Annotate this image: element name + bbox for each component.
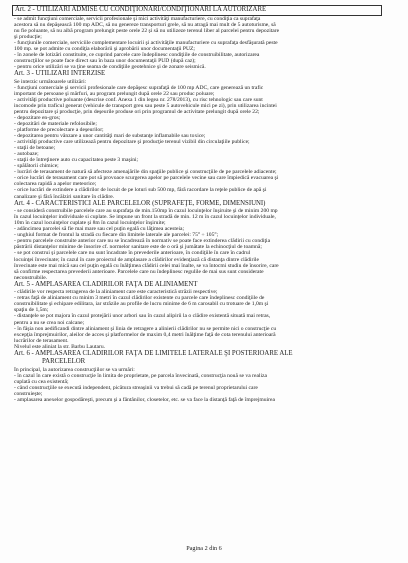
text-line: - depozitare en-gros; bbox=[14, 114, 61, 121]
text-line: păstrării distanţelor minime de însorire cf. normelor sanitare este de o oră şi jumătate la echinocţiul de toamnă; bbox=[14, 244, 262, 251]
text-line: construcţiilor se poate face direct sau în baza unor documentaţii PUD (după caz); bbox=[14, 57, 196, 64]
text-line: lucrărilor de terasament. bbox=[14, 337, 69, 344]
text-line: - în zonele de lotizări constituite, ce cuprind parcele care îndeplinesc condiţiile de construibilitate, autorizarea bbox=[14, 51, 260, 58]
text-line: - spălătorii chimice; bbox=[14, 163, 59, 170]
text-line: - adâncimea parcelei să fie mai mare sau cel puţin egală cu lăţimea acesteia; bbox=[14, 226, 185, 233]
document-body bbox=[14, 5, 396, 403]
text-line: Nivelul este aliniat la str. Barbu Lautaru. bbox=[14, 343, 106, 350]
section-heading: Art. 3 - UTILIZĂRI INTERZISE bbox=[14, 70, 106, 78]
text-line: - platforme de precolectare a deşeurilor; bbox=[14, 126, 104, 133]
text-line: - funcţiunile comerciale, serviciile complementare locuirii şi activităţile manufacturiere cu suprafaţa desfăşurată peste bbox=[14, 39, 278, 46]
section-heading: Art. 2 - UTILIZĂRI ADMISE CU CONDIŢIONĂRI/CONDIŢIONĂRI LA AUTORIZARE bbox=[12, 5, 382, 16]
text-line: - se admit funcţiuni comerciale, servicii profesionale şi mici activităţi manufacturiere, cu condiţia ca suprafaţa bbox=[14, 15, 261, 22]
text-line: cuplată cu cea existentă; bbox=[14, 379, 69, 386]
text-line: - pentru parcelele construite anterior care nu se încadrează în normativ se poate face extinderea clădirii cu condiţia bbox=[14, 238, 271, 245]
text-line: - lucrări de terasament de natură să afecteze amenajările din spaţiile publice şi construcţiile de pe parcelele adiacente; bbox=[14, 169, 277, 176]
text-line: - funcţiuni comerciale şi servicii profesionale care depăşesc suprafaţă de 100 mp ADC, care generează un trafic bbox=[14, 84, 264, 91]
text-line: acestora să nu depăşească 100 mp ADC, să nu genereze transporturi grele, să nu atragă mai mult de 5 autoturisme, să bbox=[14, 21, 276, 28]
text-line: excepţia împrejmuirilor, aleilor de acces şi platformelor de maxim 0,4 metri înălţime faţă de cota terenului anterioară bbox=[14, 331, 276, 338]
text-line: - în fâşia non aedificandi dintre aliniament şi linia de retragere a alinierii clădirilor nu se permite nici o construcţie cu bbox=[14, 325, 277, 332]
text-line: pentru a nu se crea noi calcane; bbox=[14, 319, 85, 326]
text-line: pentru depozitare şi producţie, prin deşeurile produse ori prin programul de activitate prelungit după orele 22; bbox=[14, 108, 260, 115]
text-line: - se pot construi şi parcelele care nu sunt încadrate în prevederile anterioare, în condiţiile în care în cadrul bbox=[14, 250, 251, 257]
text-line: - orice lucrări de terasament care pot să provoace scurgerea apelor pe parcelele vecine sau care împiedică evacuarea şi bbox=[14, 175, 279, 182]
text-line: important de persoane şi mărfuri, au program prelungit după orele 22 sau produc poluare; bbox=[14, 90, 215, 97]
text-line: construieşte; bbox=[14, 391, 43, 398]
text-line: 100 mp. se pot admite cu condiţia elaborării şi aprobării unor documentaţii PUZ; bbox=[14, 45, 195, 52]
text-line: - autobaze; bbox=[14, 151, 39, 158]
text-line: Se interzic următoarele utilizări: bbox=[14, 78, 87, 85]
text-line: - în cazul în care există o construcţie în limita de proprietate, pe parcela învecinată, construcţia nouă se va realiza bbox=[14, 373, 267, 379]
page-number: Pagina 2 din 6 bbox=[186, 545, 222, 552]
text-line: construibilitate şi echipare edilitara, iar străzile au profile de lucru minime de 6 m carosabil cu trotuare de 1,0m şi bbox=[14, 301, 269, 308]
text-line: - unghiul format de frontul la stradă cu fiecare din limitele laterale ale parcelei: 75° ÷ 105°; bbox=[14, 232, 219, 239]
text-line: - staţii de întreţinere auto cu capacitatea peste 3 maşini; bbox=[14, 157, 139, 164]
text-line: - activităţi productive care utilizează pentru depozitare şi producţie terenul vizibil din circulaţiile publice; bbox=[14, 139, 250, 146]
text-line: în cazul locuinţelor individuale si cuplate. Se impune un front la stradă de min. 12 m în cazul locuinţelor individuale, bbox=[14, 214, 276, 221]
section-heading: PARCELELOR bbox=[42, 358, 86, 366]
text-line: neconstruibile. bbox=[14, 274, 48, 281]
section-heading: Art. 4 - CARACTERISTICI ALE PARCELELOR (SUPRAFEŢE, FORME, DIMENSIUNI) bbox=[14, 199, 266, 207]
text-line: nu fie poluante, să nu aibă program prelungit peste orele 22 şi să nu utilizeze terenul liber al parcelei pentru depozitare bbox=[14, 27, 280, 34]
text-line: - depozitarea pentru vânzare a unor cantităţi mari de substanţe inflamabile sau toxice; bbox=[14, 133, 206, 140]
text-line: să confirme respectarea prevederii anterioare. Parcelele care nu îndeplinesc regulile de mai sus sunt considerate bbox=[14, 268, 264, 275]
text-line: În principal, la autorizarea construcţiilor se va urmări: bbox=[14, 366, 135, 373]
text-line: colectarea rapidă a apelor meteorice; bbox=[14, 181, 97, 188]
text-line: locuinţei învecinate; în cazul în care proiectul de amplasare a clădirilor evidenţiază că distanţa dintre clădirile bbox=[14, 256, 259, 263]
text-line: - depozitări de materiale refolosibile; bbox=[14, 120, 97, 127]
text-line: - amplasarea anexelor gospodăreşti, precum şi a fântânilor, closetelor, etc. se va face la distanţă faţă de împrejmuirea bbox=[14, 397, 275, 404]
text-line: şi producţie; bbox=[14, 33, 42, 40]
text-line: - pentru orice utilizări se va ţine seama de condiţiile geotehnice şi de zonare seismică. bbox=[14, 63, 206, 70]
text-line: canalizare şi fără încălziri sanitare în clădire. bbox=[14, 193, 115, 200]
text-line: - clădirile vor respecta retragerea de la aliniament care este caracteristică străzii respective; bbox=[14, 289, 218, 296]
text-line: 10m în cazul locuinţelor cuplate şi 8m în cazul locuinţelor înşiruite; bbox=[14, 220, 166, 227]
text-line: învecinate este mai mică sau cel puţin egală cu înălţimea clădirii celei mai înalte, se va întocmi studiu de însorire, care bbox=[14, 262, 279, 269]
section-heading: Art. 5 - AMPLASAREA CLĂDIRILOR FAŢĂ DE ALINIAMENT bbox=[14, 280, 198, 288]
text-line: incomode prin traficul generat (vehicule de transport greu sau peste 5 autovehicule mici pe zi), prin utilizarea incintei bbox=[14, 102, 277, 109]
text-line: - se consideră construibile parcelele care au suprafaţa de min.150mp în cazul locuinţelor înşiruite şi de minim 200 mp bbox=[14, 208, 278, 215]
text-line: - orice lucrări de extindere a clădirilor de locuit de pe loturi sub 500 mp, fără racordare la reţele publice de apă şi bbox=[14, 187, 267, 194]
text-line: - distanţele se pot majora în cazul protejării unor arbori sau în cazul alipirii la o clădire existentă situată mai retras, bbox=[14, 313, 271, 320]
text-line: spaţiu de 1,5m; bbox=[14, 307, 49, 314]
text-line: - retras faţă de aliniament cu minim 3 metri în cazul clădirilor existente cu parcele care îndeplinesc condiţiile de bbox=[14, 295, 265, 302]
section-heading: Art. 6 - AMPLASAREA CLĂDIRILOR FAŢĂ DE LIMITELE LATERALE ŞI POSTERIOARE ALE bbox=[14, 349, 293, 357]
text-line: - staţii de betoane; bbox=[14, 145, 56, 152]
text-line: - când construcţiile se execută independent, picătura streaşinii va trebui să cadă pe terenul proprietarului care bbox=[14, 385, 258, 392]
text-line: - activităţi productive poluante (descrise conf. Anexa 1 din legea nr. 278/2013), cu risc tehnologic sau care sunt bbox=[14, 96, 263, 103]
